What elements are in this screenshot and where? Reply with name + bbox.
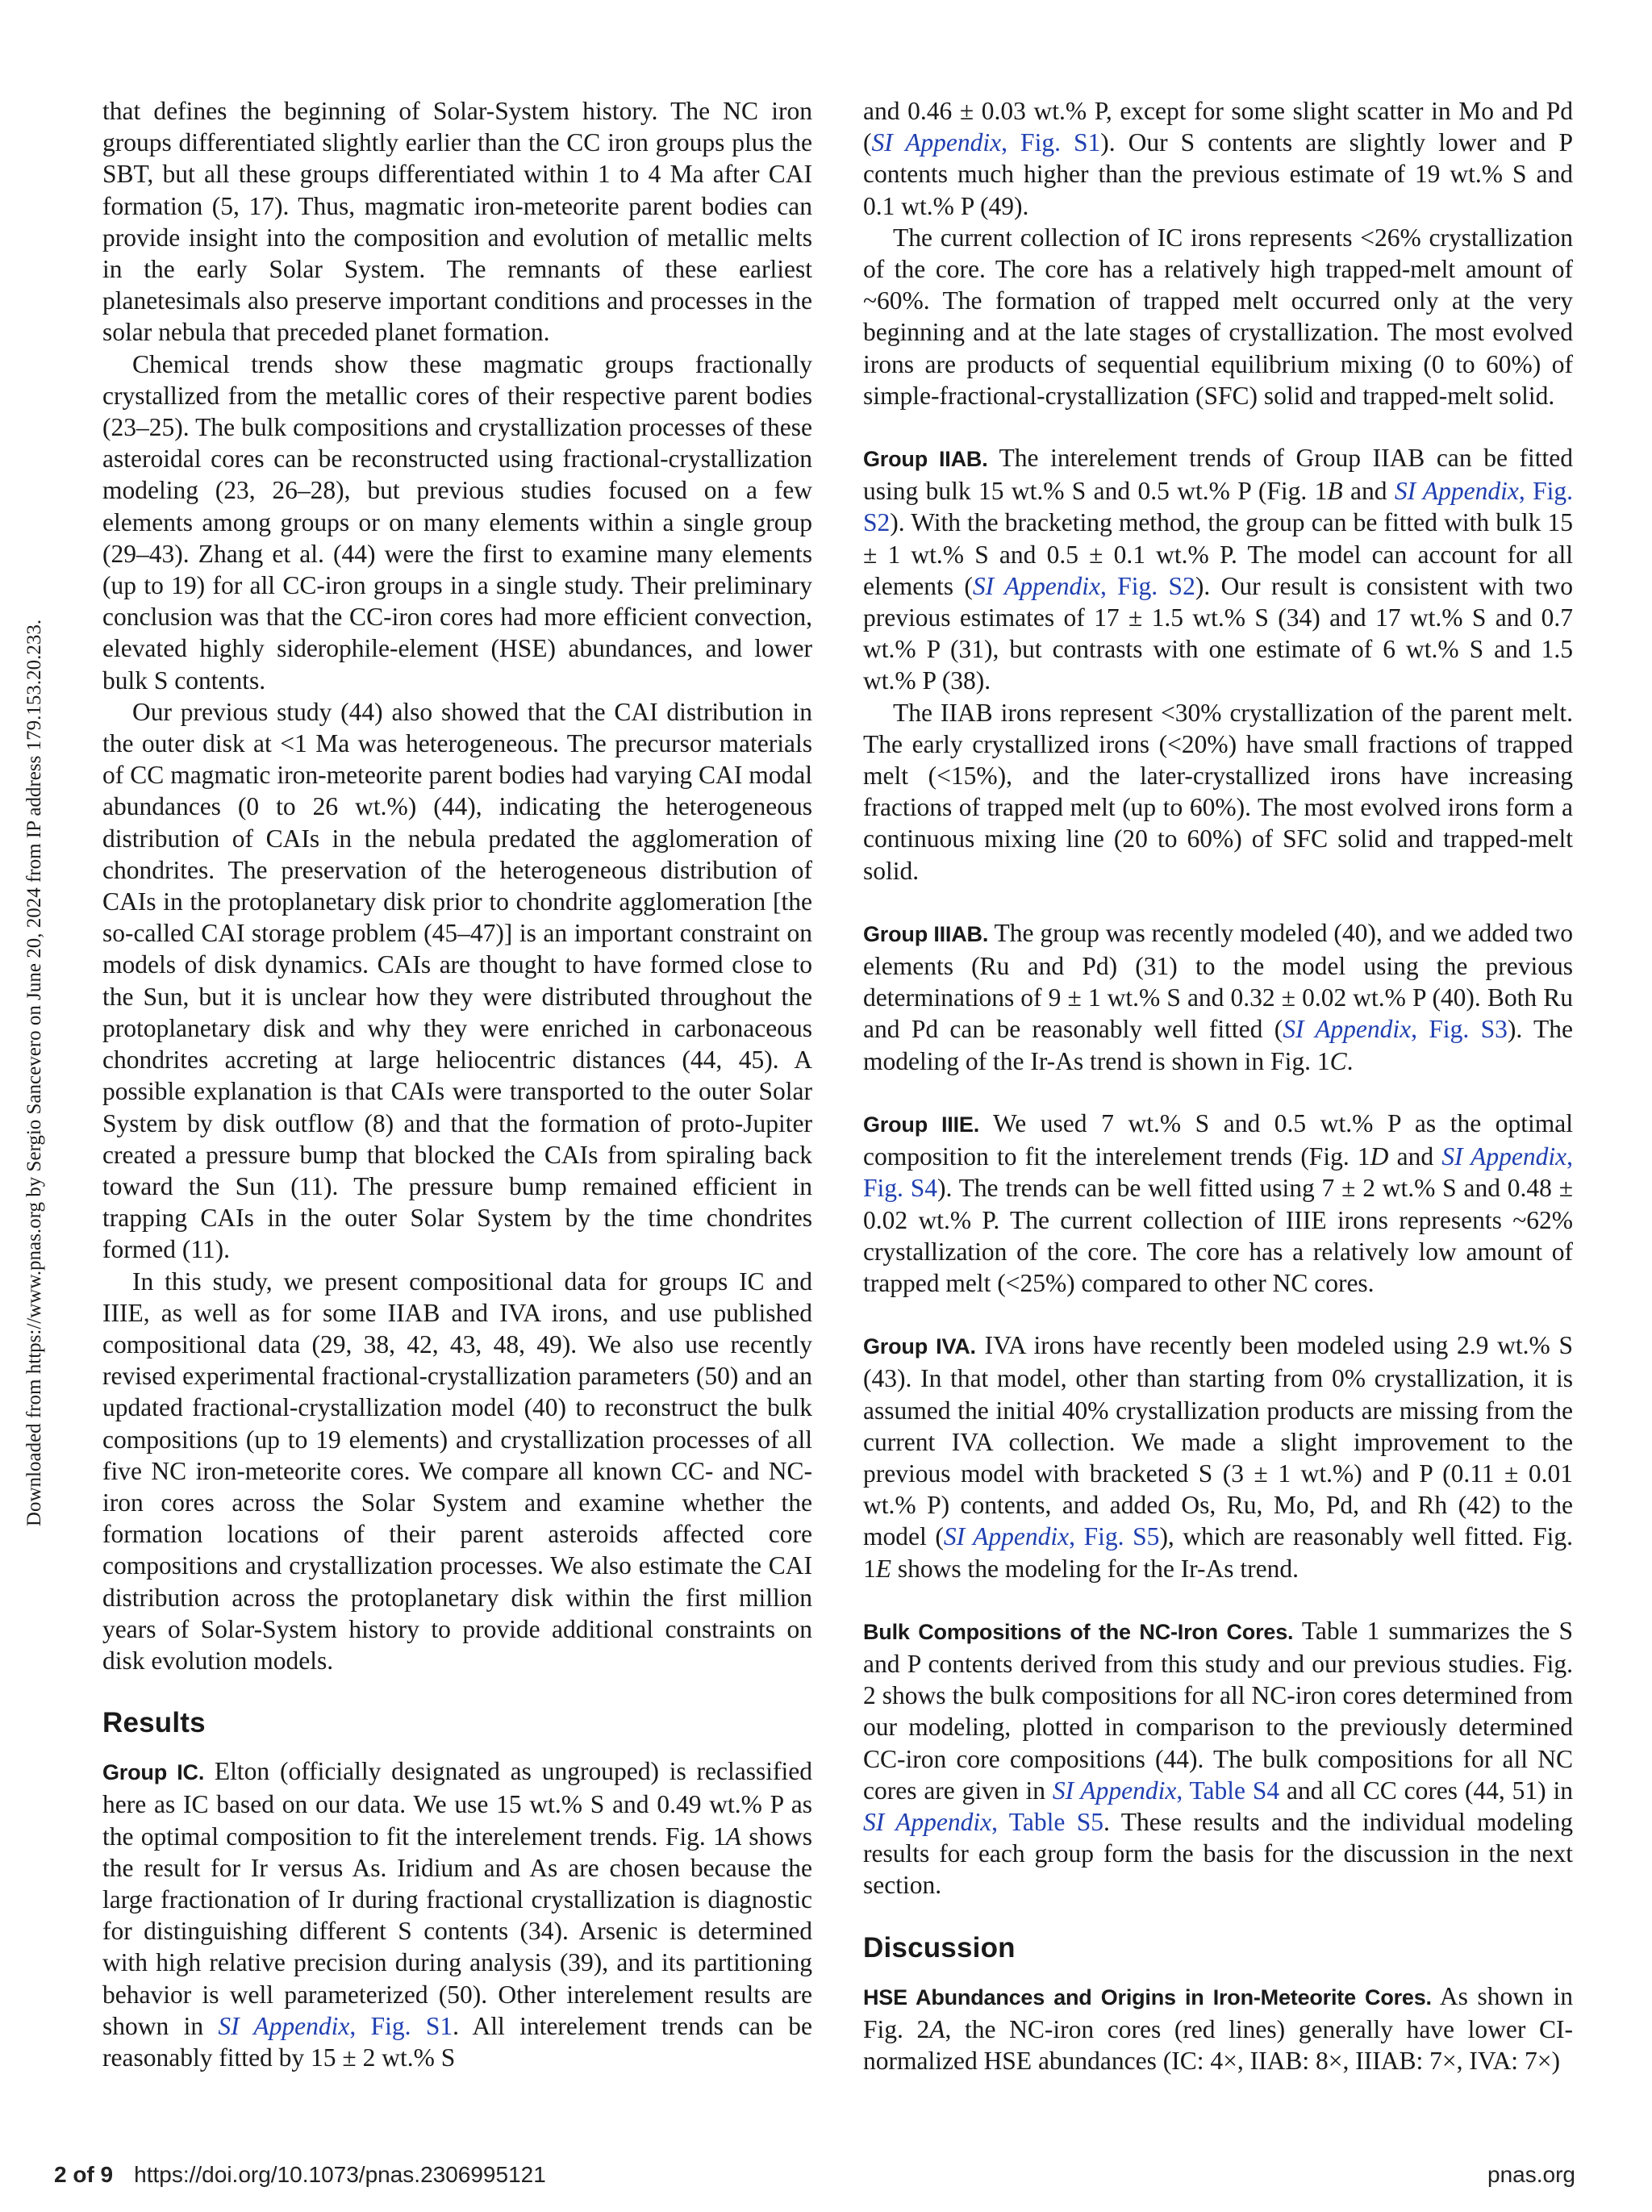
- section-heading-results: Results: [102, 1707, 206, 1739]
- subheading-group-iva: Group IVA.: [863, 1334, 976, 1359]
- si-appendix-link[interactable]: SI Appendix, Fig. S4: [863, 1142, 1573, 1203]
- paragraph: In this study, we present compositional data for groups IC and IIIE, as well as for some IIAB and IVA irons, and use published compositional data (29, 38, 42, 43, 48, 49). We also use recently revised experimental fractional-crystallization parameters (50) and an updated fractional-crystallization model (40) to reconstruct the bulk compositions (up to 19 elements) and crystallization processes of all five NC iron-meteorite cores. We compare all known CC- and NC-iron cores across the Solar System and examine whether the formation locations of their parent asteroids affected core compositions and crystallization processes. We also estimate the CAI distribution across the protoplanetary disk within the first million years of Solar-System history to provide additional constraints on disk evolution models.: [102, 1267, 812, 1675]
- page-footer: [54, 2162, 1575, 2188]
- section-heading-discussion: Discussion: [863, 1931, 1016, 1964]
- paragraph: The IIAB irons represent <30% crystallization of the parent melt. The early crystallized irons (<20%) have small fractions of trapped melt (<15%), and the later-crystallized irons have increasing fractions of trapped melt (up to 60%). The most evolved irons form a continuous mixing line (20 to 60%) of SFC solid and trapped-melt solid.: [863, 698, 1573, 885]
- paragraph-group-iiie: Group IIIE. We used 7 wt.% S and 0.5 wt.% P as the optimal composition to fit the interelement trends (Fig. 1D and SI Appendix, Fig. S4). The trends can be well fitted using 7 ± 2 wt.% S and 0.48 ± 0.02 wt.% P. The current collection of IIIE irons represents ~62% crystallization of the core. The core has a relatively low amount of trapped melt (<25%) compared to other NC cores.: [863, 1108, 1573, 1297]
- right-column: [863, 95, 1573, 2076]
- left-column: [102, 95, 812, 2073]
- si-appendix-link[interactable]: SI Appendix, Fig. S5: [943, 1522, 1160, 1551]
- paragraph: and 0.46 ± 0.03 wt.% P, except for some slight scatter in Mo and Pd (SI Appendix, Fig. S1). Our S contents are slightly lower and P contents much higher than the previous estimate of 19 wt.% S and 0.1 wt.% P (49).: [863, 97, 1573, 220]
- si-appendix-link[interactable]: SI Appendix, Table S5: [863, 1807, 1103, 1836]
- subheading-group-iiie: Group IIIE.: [863, 1112, 980, 1137]
- paragraph: Our previous study (44) also showed that the CAI distribution in the outer disk at <1 Ma was heterogeneous. The precursor materials of CC magmatic iron-meteorite parent bodies had varying CAI modal abundances (0 to 26 wt.%) (44), indicating the heterogeneous distribution of CAIs in the nebula predated the agglomeration of chondrites. The preservation of the heterogeneous distribution of CAIs in the protoplanetary disk prior to chondrite agglomeration [the so-called CAI storage problem (45–47)] is an important constraint on models of disk dynamics. CAIs are thought to have formed close to the Sun, but it is unclear how they were distributed throughout the protoplanetary disk and why they were enriched in carbonaceous chondrites accreting at large heliocentric distances (44, 45). A possible explanation is that CAIs were transported to the outer Solar System by disk outflow (8) and that the formation of proto-Jupiter created a pressure bump that blocked the CAIs from spiraling back toward the Sun (11). The pressure bump remained efficient in trapping CAIs in the outer Solar System by the time chondrites formed (11).: [102, 697, 812, 1264]
- si-appendix-link[interactable]: SI Appendix, Fig. S1: [218, 2011, 453, 2040]
- download-watermark: Downloaded from https://www.pnas.org by Sergio Sancevero on June 20, 2024 from IP address 179.153.20.233.: [23, 619, 45, 1527]
- si-appendix-link[interactable]: SI Appendix, Fig. S3: [1283, 1015, 1508, 1044]
- paragraph: that defines the beginning of Solar-System history. The NC iron groups differentiated slightly earlier than the CC iron groups plus the SBT, but all these groups differentiated within 1 to 4 Ma after CAI formation (5, 17). Thus, magmatic iron-meteorite parent bodies can provide insight into the composition and evolution of metallic melts in the early Solar System. The remnants of these earliest planetesimals also preserve important conditions and processes in the solar nebula that preceded planet formation.: [102, 97, 812, 347]
- subheading-bulk-compositions: Bulk Compositions of the NC-Iron Cores.: [863, 1619, 1294, 1644]
- si-appendix-link[interactable]: SI Appendix, Fig. S2: [972, 571, 1195, 600]
- paragraph-bulk-compositions: Bulk Compositions of the NC-Iron Cores. Table 1 summarizes the S and P contents derived from this study and our previous studies. Fig. 2 shows the bulk compositions for all NC-iron cores determined from our modeling, plotted in comparison to the previously determined CC-iron core compositions (44). The bulk compositions for all NC cores are given in SI Appendix, Table S4 and all CC cores (44, 51) in SI Appendix, Table S5. These results and the individual modeling results for each group form the basis for the discussion in the next section.: [863, 1616, 1573, 1900]
- si-appendix-link[interactable]: SI Appendix, Fig. S1: [871, 128, 1101, 157]
- journal-site-link[interactable]: pnas.org: [1487, 2162, 1575, 2187]
- doi-link[interactable]: https://doi.org/10.1073/pnas.2306995121: [134, 2162, 546, 2187]
- paragraph-group-iiab: Group IIAB. The interelement trends of Group IIAB can be fitted using bulk 15 wt.% S and 0.5 wt.% P (Fig. 1B and SI Appendix, Fig. S2). With the bracketing method, the group can be fitted with bulk 15 ± 1 wt.% S and 0.5 ± 0.1 wt.% P. The model can account for all elements (SI Appendix, Fig. S2). Our result is consistent with two previous estimates of 17 ± 1.5 wt.% S (34) and 17 wt.% S and 0.7 wt.% P (31), but contrasts with one estimate of 6 wt.% S and 1.5 wt.% P (38).: [863, 444, 1573, 695]
- paragraph-group-ic: Group IC. Elton (officially designated as ungrouped) is reclassified here as IC based on our data. We use 15 wt.% S and 0.49 wt.% P as the optimal composition to fit the interelement trends. Fig. 1A shows the result for Ir versus As. Iridium and As are chosen because the large fractionation of Ir during fractional crystallization is diagnostic for distinguishing different S contents (34). Arsenic is determined with high relative precision during analysis (39), and its partitioning behavior is well parameterized (50). Other interelement results are shown in SI Appendix, Fig. S1. All interelement trends can be reasonably fitted by 15 ± 2 wt.% S: [102, 1757, 812, 2072]
- paragraph-hse: HSE Abundances and Origins in Iron-Meteorite Cores. As shown in Fig. 2A, the NC-iron cores (red lines) generally have lower CI-normalized HSE abundances (IC: 4×, IIAB: 8×, IIIAB: 7×, IVA: 7×): [863, 1981, 1573, 2075]
- si-appendix-link[interactable]: SI Appendix, Table S4: [1052, 1776, 1280, 1805]
- paragraph: Chemical trends show these magmatic groups fractionally crystallized from the metallic cores of their respective parent bodies (23–25). The bulk compositions and crystallization processes of these asteroidal cores can be reconstructed using fractional-crystallization modeling (23, 26–28), but previous studies focused on a few elements among groups or on many elements within a single group (29–43). Zhang et al. (44) were the first to examine many elements (up to 19) for all CC-iron groups in a single study. Their preliminary conclusion was that the CC-iron cores had more efficient convection, elevated highly siderophile-element (HSE) abundances, and lower bulk S contents.: [102, 349, 812, 695]
- subheading-group-iiab: Group IIAB.: [863, 447, 988, 472]
- subheading-group-ic: Group IC.: [102, 1760, 205, 1785]
- paragraph: The current collection of IC irons represents <26% crystallization of the core. The core has a relatively high trapped-melt amount of ~60%. The formation of trapped melt occurred only at the very beginning and at the late stages of crystallization. The most evolved irons are products of sequential equilibrium mixing (0 to 60%) of simple-fractional-crystallization (SFC) solid and trapped-melt solid.: [863, 223, 1573, 410]
- subheading-group-iiiab: Group IIIAB.: [863, 921, 989, 946]
- paragraph-group-iva: Group IVA. IVA irons have recently been modeled using 2.9 wt.% S (43). In that model, other than starting from 0% crystallization, it is assumed the initial 40% crystallization products are missing from the current IVA collection. We made a slight improvement to the previous model with bracketed S (3 ± 1 wt.%) and P (0.11 ± 0.01 wt.% P) contents, and added Os, Ru, Mo, Pd, and Rh (42) to the model (SI Appendix, Fig. S5), which are reasonably well fitted. Fig. 1E shows the modeling for the Ir-As trend.: [863, 1331, 1573, 1583]
- page-number: 2 of 9: [54, 2162, 114, 2187]
- si-appendix-link[interactable]: SI Appendix, Fig. S2: [863, 477, 1573, 537]
- paragraph-group-iiiab: Group IIIAB. The group was recently modeled (40), and we added two elements (Ru and Pd) (31) to the model using the previous determinations of 9 ± 1 wt.% S and 0.32 ± 0.02 wt.% P (40). Both Ru and Pd can be reasonably well fitted (SI Appendix, Fig. S3). The modeling of the Ir-As trend is shown in Fig. 1C.: [863, 918, 1573, 1075]
- subheading-hse: HSE Abundances and Origins in Iron-Meteorite Cores.: [863, 1985, 1432, 2010]
